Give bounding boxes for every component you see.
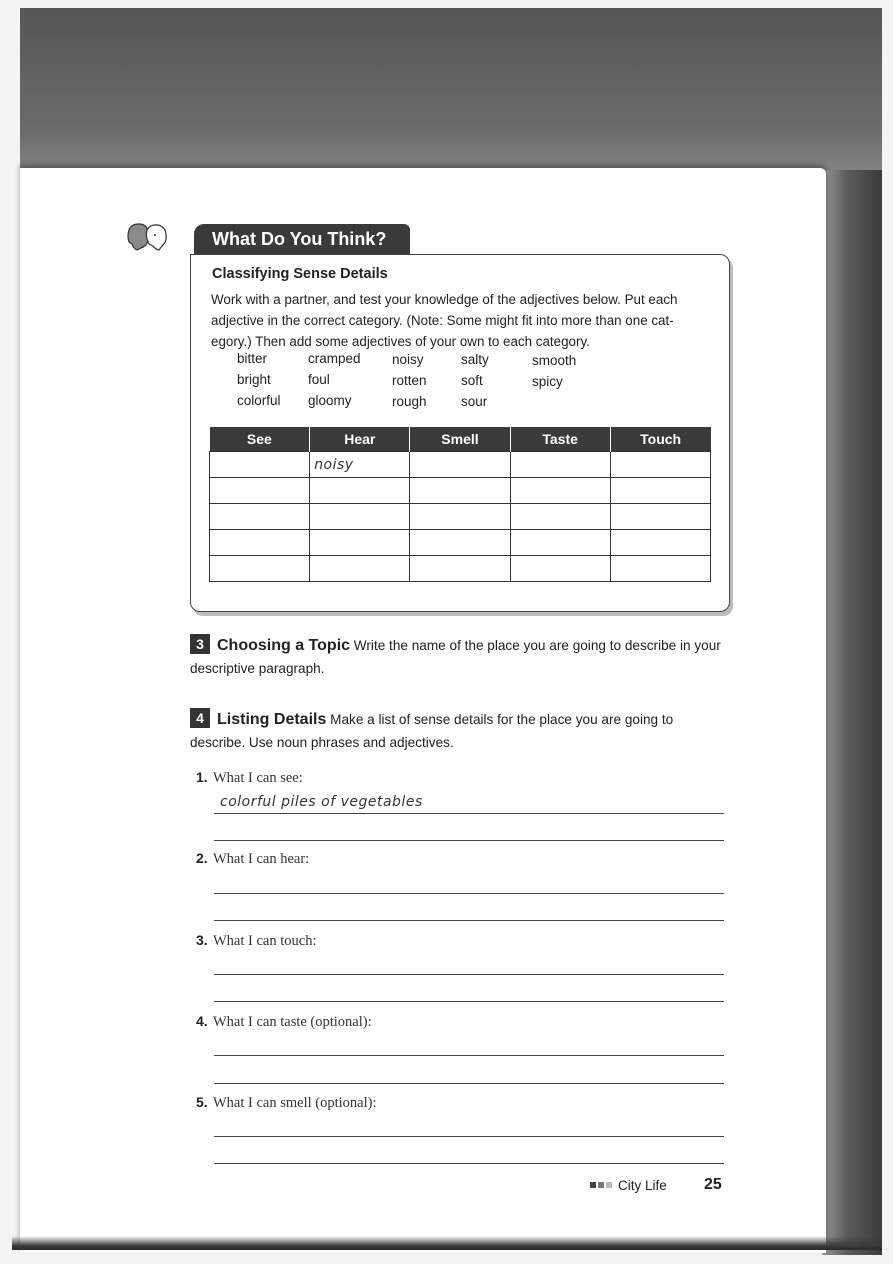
word-bank-item: salty [461, 352, 489, 367]
word-bank-item: cramped [308, 351, 361, 366]
column-header-smell: Smell [410, 427, 510, 452]
activity-instructions [211, 289, 711, 352]
table-cell[interactable] [610, 504, 710, 530]
word-bank-item: foul [308, 372, 330, 387]
prompt-label: What I can see: [213, 770, 303, 786]
answer-line[interactable] [214, 893, 724, 894]
footer-square-icon [606, 1182, 612, 1188]
table-cell[interactable] [610, 556, 710, 582]
table-cell[interactable] [610, 478, 710, 504]
prompt-number: 4. [196, 1013, 208, 1029]
section-title: Choosing a Topic [217, 637, 351, 654]
table-cell[interactable] [510, 530, 610, 556]
answer-line[interactable] [214, 974, 724, 975]
footer-square-icon [590, 1182, 596, 1188]
prompt-label: What I can taste (optional): [213, 1014, 372, 1030]
prompt-see [196, 769, 303, 787]
section-text: Make a list of sense details for the place you are going to [326, 712, 674, 727]
answer-line[interactable] [214, 1055, 724, 1056]
table-header-row [210, 427, 711, 452]
word-bank-item: bitter [237, 351, 268, 366]
table-cell[interactable] [410, 478, 510, 504]
table-cell[interactable] [610, 530, 710, 556]
prompt-number: 1. [196, 769, 208, 785]
column-header-see: See [210, 427, 310, 452]
unit-title: City Life [618, 1178, 667, 1193]
instruction-line: egory.) Then add some adjectives of your own to each category. [211, 334, 590, 349]
table-cell[interactable] [510, 556, 610, 582]
word-bank-item: colorful [237, 393, 281, 408]
table-cell[interactable] [510, 504, 610, 530]
table-cell[interactable]: noisy [310, 452, 410, 478]
column-header-hear: Hear [310, 427, 410, 452]
footer-square-icon [598, 1182, 604, 1188]
table-row [210, 452, 711, 478]
word-bank-item: rotten [392, 373, 427, 388]
table-row [210, 530, 711, 556]
table-row [210, 478, 711, 504]
table-cell[interactable] [310, 530, 410, 556]
section-banner: What Do You Think? [194, 224, 410, 254]
answer-line[interactable] [214, 1163, 724, 1164]
table-cell[interactable] [210, 504, 310, 530]
word-bank-item: noisy [392, 352, 424, 367]
table-cell[interactable] [410, 556, 510, 582]
prompt-label: What I can hear: [213, 851, 310, 867]
instruction-line: Work with a partner, and test your knowledge of the adjectives below. Put each [211, 292, 678, 307]
word-bank-item: rough [392, 394, 427, 409]
scan-shadow-top [20, 8, 882, 183]
prompt-taste [196, 1013, 372, 1031]
table-cell[interactable] [510, 478, 610, 504]
table-cell[interactable] [210, 452, 310, 478]
table-cell[interactable] [210, 478, 310, 504]
activity-title: Classifying Sense Details [212, 266, 388, 282]
column-header-taste: Taste [510, 427, 610, 452]
section-listing-details [190, 708, 730, 754]
section-number-badge: 3 [190, 634, 210, 654]
table-row [210, 504, 711, 530]
table-cell[interactable] [310, 556, 410, 582]
prompt-hear [196, 850, 309, 868]
table-cell[interactable] [410, 530, 510, 556]
page-number: 25 [704, 1176, 722, 1193]
page-footer [590, 1178, 667, 1193]
table-cell[interactable] [410, 452, 510, 478]
section-text: describe. Use noun phrases and adjectives. [190, 735, 454, 750]
word-bank-item: bright [237, 372, 271, 387]
answer-line[interactable] [214, 1001, 724, 1002]
scan-shadow-bottom [12, 1236, 882, 1250]
prompt-touch [196, 932, 316, 950]
table-cell[interactable] [310, 478, 410, 504]
table-cell[interactable] [210, 556, 310, 582]
sense-table [209, 427, 711, 582]
table-cell[interactable] [610, 452, 710, 478]
prompt-smell [196, 1094, 376, 1112]
instruction-line: adjective in the correct category. (Note: Some might fit into more than one cat- [211, 313, 674, 328]
table-row [210, 556, 711, 582]
word-bank-item: smooth [532, 353, 577, 368]
answer-line[interactable] [214, 1083, 724, 1084]
prompt-number: 2. [196, 850, 208, 866]
word-bank-item: gloomy [308, 393, 352, 408]
section-text: Write the name of the place you are going to describe in your [350, 638, 721, 653]
answer-line[interactable] [214, 813, 724, 814]
answer-line[interactable] [214, 840, 724, 841]
word-bank-item: spicy [532, 374, 563, 389]
section-title: Listing Details [217, 711, 327, 728]
handwritten-answer: colorful piles of vegetables [220, 794, 423, 810]
prompt-label: What I can smell (optional): [213, 1095, 377, 1111]
prompt-label: What I can touch: [213, 933, 317, 949]
table-cell[interactable] [210, 530, 310, 556]
word-bank-item: soft [461, 373, 483, 388]
section-text: descriptive paragraph. [190, 661, 325, 676]
section-number-badge: 4 [190, 708, 210, 728]
table-cell[interactable] [510, 452, 610, 478]
prompt-number: 5. [196, 1094, 208, 1110]
answer-line[interactable] [214, 1136, 724, 1137]
word-bank-item: sour [461, 394, 488, 409]
prompt-number: 3. [196, 932, 208, 948]
table-cell[interactable] [410, 504, 510, 530]
two-heads-icon [125, 222, 169, 252]
column-header-touch: Touch [610, 427, 710, 452]
scan-shadow-right [822, 170, 882, 1255]
table-cell[interactable] [310, 504, 410, 530]
answer-line[interactable] [214, 920, 724, 921]
section-choosing-topic [190, 634, 730, 680]
